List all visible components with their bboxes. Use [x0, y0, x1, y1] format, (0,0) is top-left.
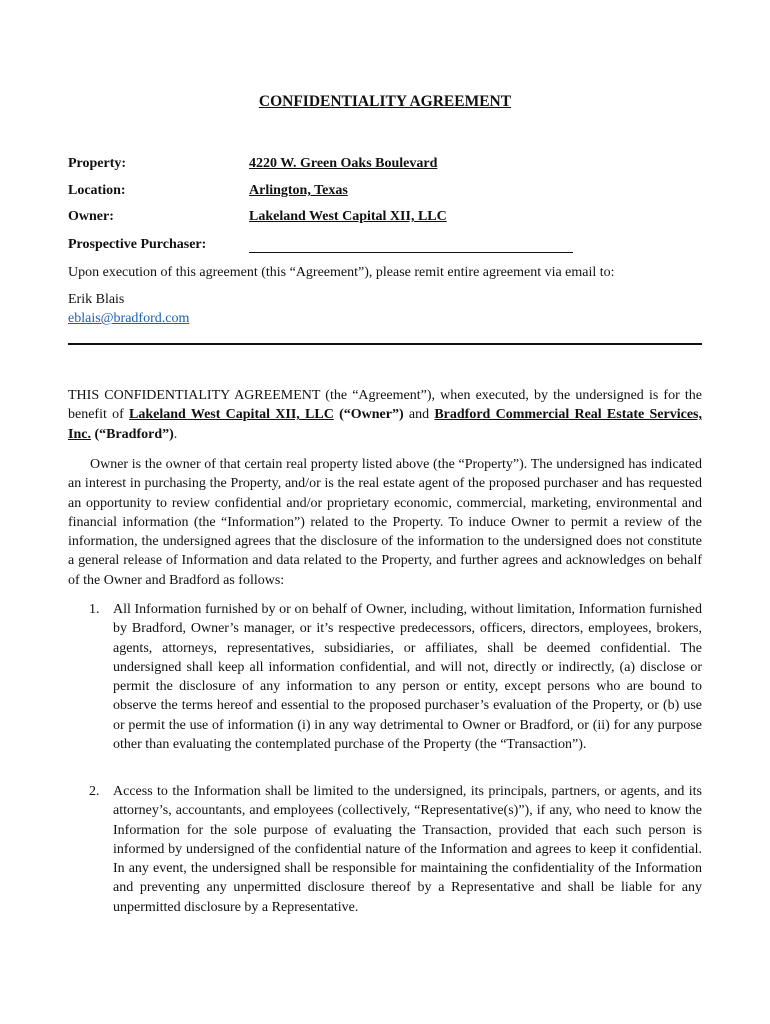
intro-end: .	[173, 426, 178, 442]
broker-alias: (“Bradford”)	[90, 426, 174, 442]
field-label: Prospective Purchaser:	[68, 237, 207, 252]
contact-name: Erik Blais	[68, 292, 125, 307]
intro-text: THIS CONFIDENTIALITY AGREEMENT (the “Agreement”), when executed, by the undersigned is for the benefit of	[68, 388, 702, 423]
contact-email-link[interactable]: eblais@bradford.com	[68, 311, 190, 326]
field-value-owner: Lakeland West Capital XII, LLC	[249, 209, 447, 224]
field-value-location: Arlington, Texas	[249, 183, 348, 198]
list-item-text: Access to the Information shall be limited to the undersigned, its principals, partners, or agents, and its attorney’s, accountants, and employees (collectively, “Representative(s)”), if any, who need to know the Information for the sole purpose of evaluating the Transaction, provided that each such person is informed by undersigned of the confidential nature of the Information and agrees to keep it confidential. In any event, the undersigned shall be responsible for maintaining the confidentiality of the Information and preventing any unpermitted disclosure thereof by a Representative and shall be liable for any unpermitted disclosure by a Representative.	[113, 784, 702, 915]
field-row-prospective-purchaser	[68, 237, 708, 257]
owner-name: Lakeland West Capital XII, LLC	[129, 407, 334, 423]
page-title: CONFIDENTIALITY AGREEMENT	[258, 93, 512, 110]
list-item	[68, 600, 702, 754]
remit-instruction: Upon execution of this agreement (this “Agreement”), please remit entire agreement via email to:	[68, 265, 615, 280]
broker-name: Bradford Commercial Real Estate Services, Inc.	[68, 407, 702, 442]
field-label: Owner:	[68, 209, 114, 224]
list-item-number: 2.	[89, 784, 100, 799]
field-label: Location:	[68, 183, 126, 198]
list-item	[68, 782, 702, 917]
intro-paragraph	[68, 386, 702, 444]
field-row-owner	[68, 209, 708, 229]
list-item-number: 1.	[89, 602, 100, 617]
divider	[68, 343, 702, 345]
field-row-location	[68, 183, 708, 203]
prospective-purchaser-blank[interactable]	[249, 252, 573, 253]
recitals-paragraph: Owner is the owner of that certain real property listed above (the “Property”). The undersigned has indicated an interest in purchasing the Property, and/or is the real estate agent of the proposed purchaser and has requested an opportunity to review confidential and/or proprietary economic, commercial, marketing, environmental and financial information (the “Information”) related to the Property. To induce Owner to permit a review of the information, the undersigned agrees that the disclosure of the information to the undersigned does not constitute a general release of Information and data related to the Property, and further agrees and acknowledges on behalf of the Owner and Bradford as follows:	[68, 457, 702, 588]
list-item-text: All Information furnished by or on behalf of Owner, including, without limitation, Information furnished by Bradford, Owner’s manager, or it’s respective predecessors, officers, directors, employees, brokers, agents, attorneys, representatives, subsidiaries, or affiliates, shall be deemed confidential. The undersigned shall keep all information confidential, and will not, directly or indirectly, (a) disclose or permit the disclosure of any information to any person or entity, except persons who are bound to observe the terms hereof and essential to the proposed purchaser’s evaluation of the Property, or (b) use or permit the use of information (i) in any way detrimental to Owner or Bradford, or (ii) for any purpose other than evaluating the contemplated purchase of the Property (the “Transaction”).	[113, 602, 702, 753]
intro-and: and	[403, 407, 435, 423]
owner-alias: (“Owner”)	[333, 407, 404, 423]
field-value-property: 4220 W. Green Oaks Boulevard	[249, 156, 438, 171]
field-row-property	[68, 156, 708, 176]
field-label: Property:	[68, 156, 127, 171]
